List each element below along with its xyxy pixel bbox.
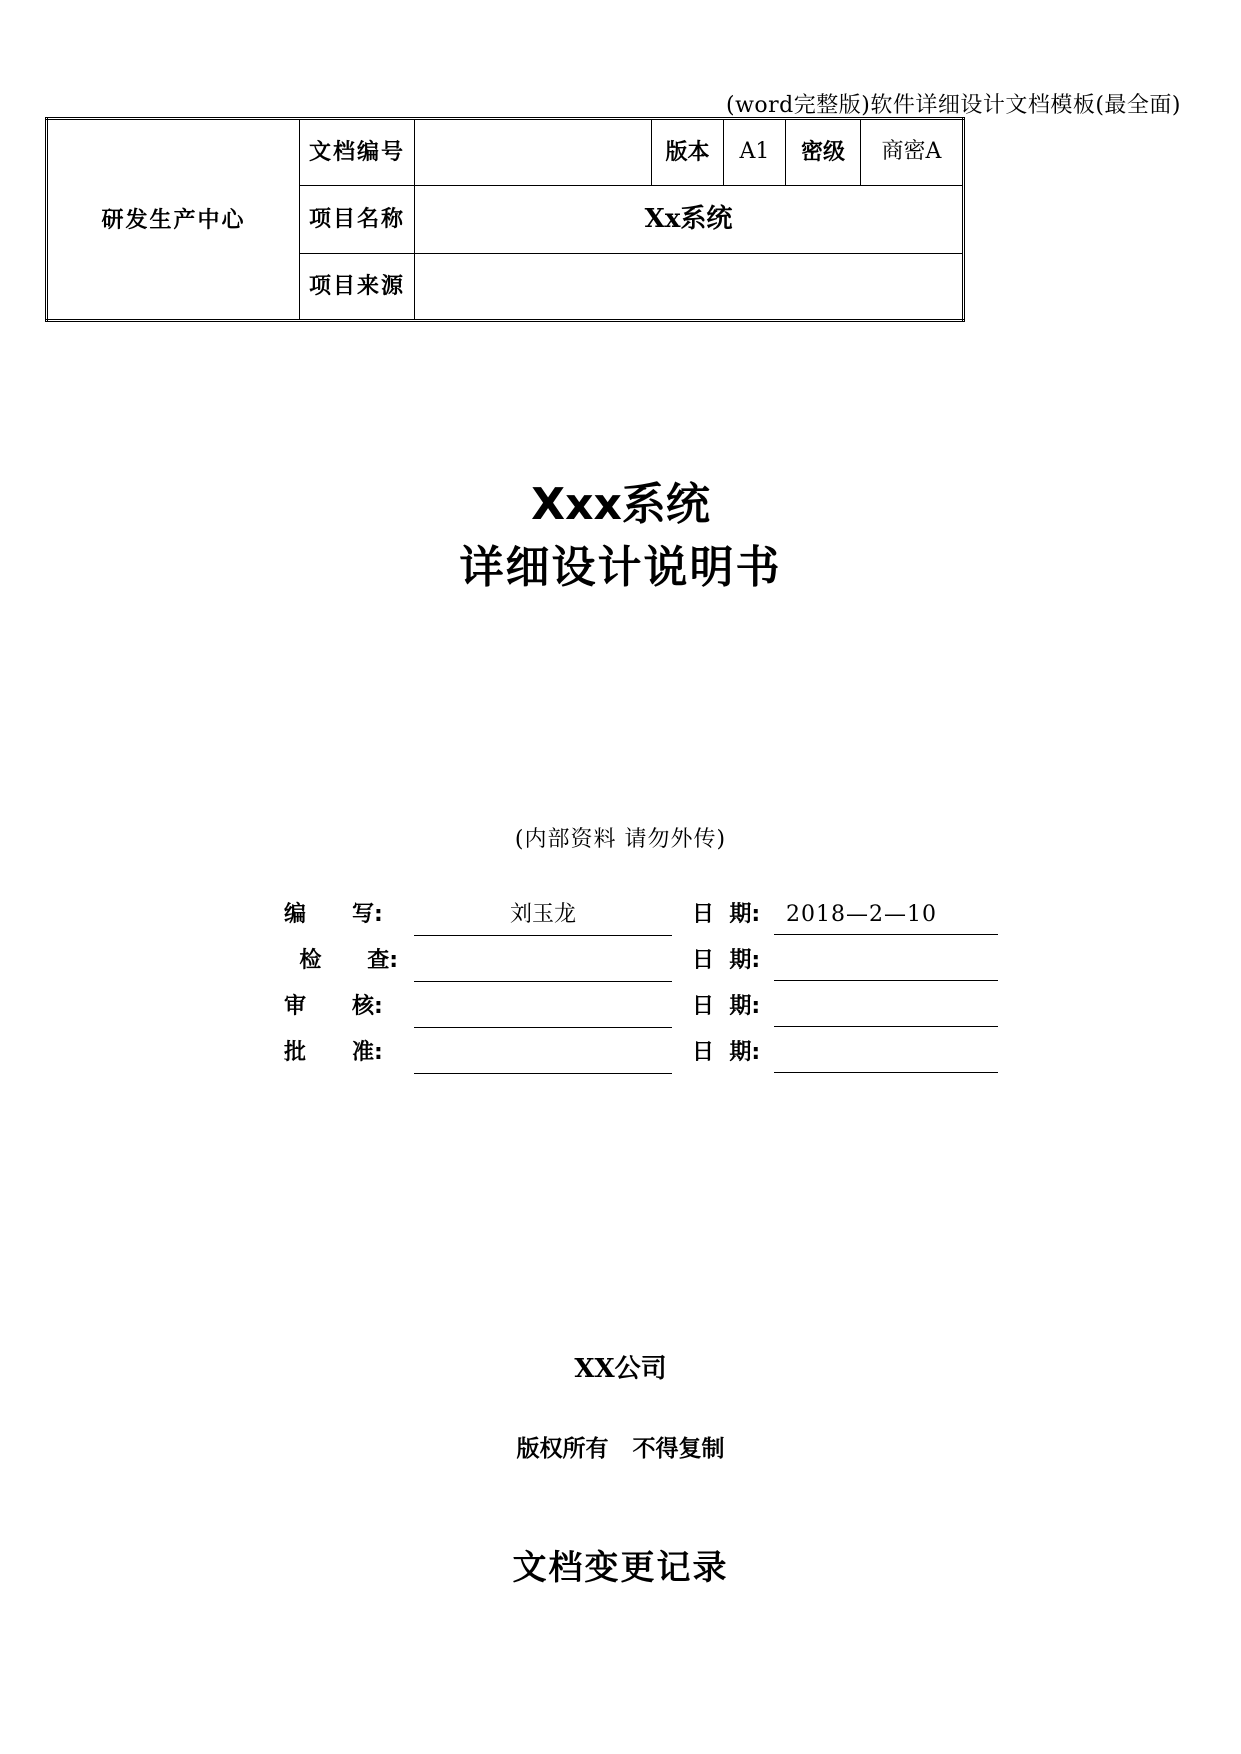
signoff-label: 批 准: — [284, 1040, 383, 1065]
company-name: XX公司 — [574, 1354, 667, 1384]
signoff-label: 编 写: — [284, 902, 383, 927]
date-label: 日 期: — [692, 902, 761, 927]
date-value: 2018—2—10 — [774, 895, 998, 935]
project-source-label: 项目来源 — [300, 253, 415, 320]
document-subtitle: 详细设计说明书 — [459, 542, 782, 593]
secret-level-value: 商密A — [861, 119, 964, 186]
signoff-label: 检 查: — [284, 948, 399, 973]
project-name-label: 项目名称 — [300, 185, 415, 253]
doc-number-label: 文档编号 — [300, 119, 415, 186]
doc-number-value — [415, 119, 652, 186]
date-value — [774, 1033, 998, 1073]
signoff-value — [414, 1033, 672, 1074]
signoff-value — [414, 941, 672, 982]
signoff-label: 审 核: — [284, 994, 383, 1019]
signoff-row-review — [0, 987, 1241, 1027]
date-label: 日 期: — [692, 1040, 761, 1065]
project-name-value: Xx系统 — [415, 185, 964, 253]
signoff-row-author — [0, 895, 1241, 935]
change-log-heading: 文档变更记录 — [512, 1548, 729, 1588]
org-name: 研发生产中心 — [47, 119, 300, 321]
page-header: (word完整版)软件详细设计文档模板(最全面) — [725, 93, 1181, 118]
signoff-value: 刘玉龙 — [414, 895, 672, 936]
signoff-value — [414, 987, 672, 1028]
date-label: 日 期: — [692, 994, 761, 1019]
signoff-row-check — [0, 941, 1241, 981]
copyright-notice: 版权所有 不得复制 — [516, 1435, 725, 1462]
date-value — [774, 987, 998, 1027]
date-label: 日 期: — [692, 948, 761, 973]
project-source-value — [415, 253, 964, 320]
version-label: 版本 — [652, 119, 724, 186]
confidential-notice: (内部资料 请勿外传) — [514, 827, 727, 852]
date-value — [774, 941, 998, 981]
version-value: A1 — [724, 119, 786, 186]
signoff-row-approve — [0, 1033, 1241, 1073]
document-info-table — [45, 117, 965, 322]
secret-level-label: 密级 — [786, 119, 861, 186]
document-title: Xxx系统 — [531, 479, 710, 530]
